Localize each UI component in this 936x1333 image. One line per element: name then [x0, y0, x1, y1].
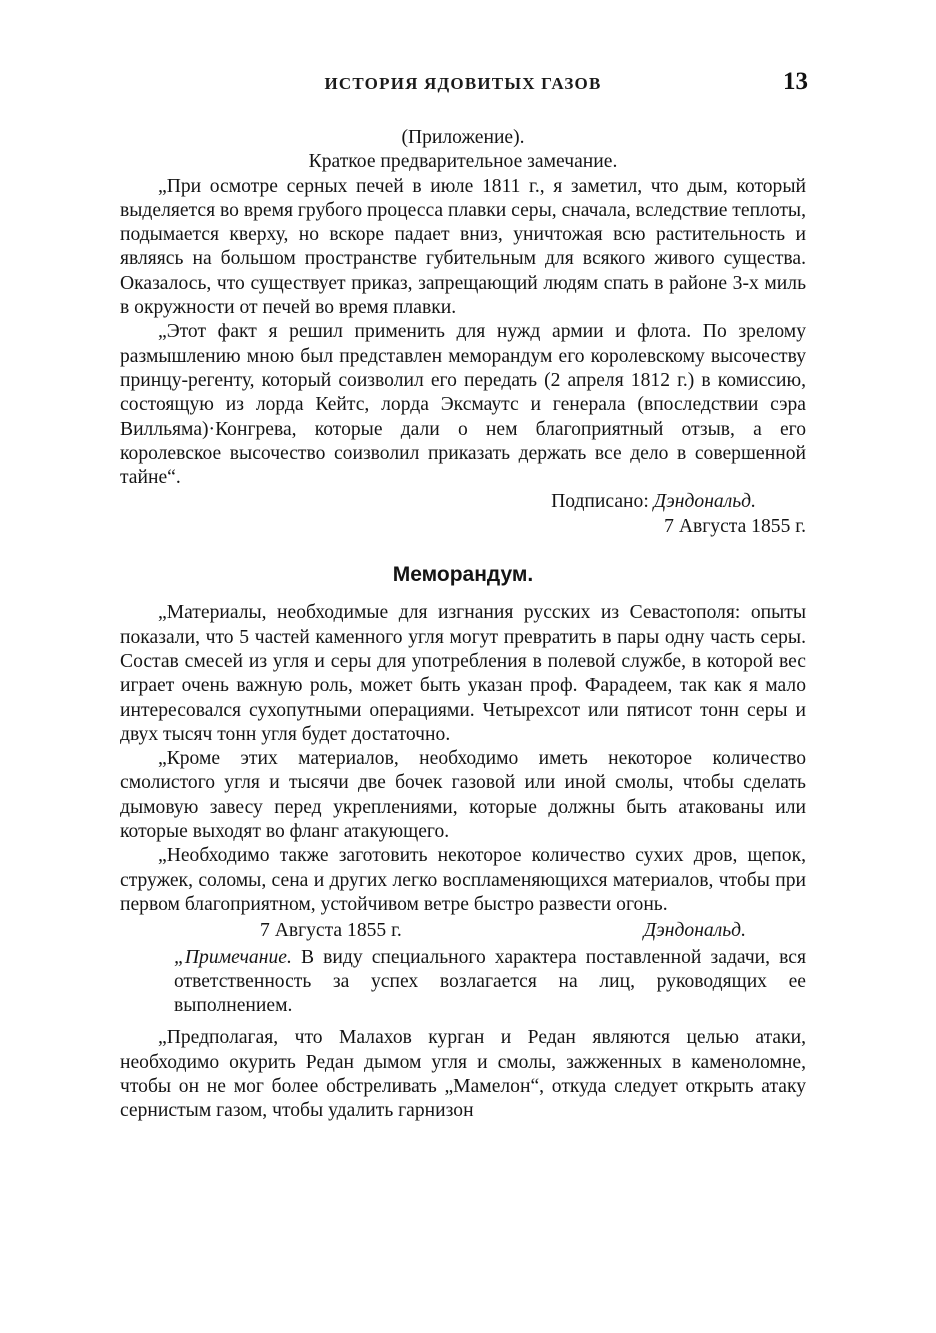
note-label: „Примечание. — [174, 946, 292, 968]
page-number: 13 — [783, 68, 808, 95]
page-content — [120, 126, 806, 1124]
appendix-label: (Приложение). — [401, 127, 525, 148]
appendix-paragraph-1: „При осмотре серных печей в июле 1811 г., я заметил, что дым, который выделяется во время грубого процесса плавки серы, сначала, вследствие теплоты, подымается кверху, но вскоре падает вниз, уничтожая всю растительность и являясь на большом пространстве губительным для всякого живого существа. Оказалось, что существует приказ, запрещающий людям спать в районе 3-х миль в окружности от печей во время плавки. — [120, 175, 806, 319]
memorandum-paragraph-1: „Материалы, необходимые для изгнания русских из Севастополя: опыты показали, что 5 частей каменного угля могут превратить в пары одну часть серы. Состав смесей из угля и серы для употребления в полевой службе, в которой вес играет очень важную роль, может быть указан проф. Фарадеем, так как я мало интересовался сухопутными операциями. Четырехсот или пятисот тонн серы и двух тысяч тонн угля будет достаточно. — [120, 602, 806, 745]
spacer — [120, 1018, 806, 1026]
memorandum-date-signature — [120, 919, 806, 943]
running-header — [118, 68, 808, 102]
appendix-paragraph-2: „Этот факт я решил применить для нужд армии и флота. По зрелому размышлению мною был представлен меморандум его королевскому высочеству принцу-регенту, который соизволил его передать (2 апреля 1812 г.) в комиссию, состоящую из лорда Кейтс, лорда Эксмаутс и генерала (впоследствии сэра Вилльяма)·Конгрева, которые дали о нем благоприятный отзыв, а его королевское высочество соизволил приказать держать все дело в совершенной тайне“. — [120, 321, 806, 489]
memorandum-paragraph-3: „Необходимо также заготовить некоторое количество сухих дров, щепок, стружек, соломы, сена и других легко воспламеняющихся материалов, чтобы при первом благоприятном, устойчивом ветре быстро развести огонь. — [120, 845, 806, 915]
appendix-subtitle: Краткое предварительное замечание. — [308, 151, 618, 173]
memorandum-heading: Меморандум. — [392, 563, 534, 587]
signed-name: Дэндональд. — [653, 491, 756, 513]
memorandum-paragraph-2: „Кроме этих материалов, необходимо иметь некоторое количество смолистого угля и тысячи две бочек газовой или иной смолы, чтобы сделать дымовую завесу перед укреплениями, которые должны быть атакованы или которые выходят во фланг атакующего. — [120, 748, 806, 843]
note-text: В виду специального характера поставленной задачи, вся ответственность за успех возлагается на лиц, руководящих ее выполнением. — [174, 946, 807, 1017]
memorandum-date: 7 Августа 1855 г. — [260, 920, 402, 942]
appendix-date: 7 Августа 1855 г. — [664, 515, 806, 537]
memorandum-final-paragraph: „Предполагая, что Малахов курган и Редан являются целью атаки, необходимо окурить Редан дымом угля и смолы, зажженных в каменоломне, чтобы он не мог более обстреливать „Мамелон“, откуда следует открыть атаку сернистым газом, чтобы удалить гарнизон — [120, 1027, 806, 1122]
signed-label: Подписано: — [551, 491, 649, 513]
appendix-signature-line — [120, 490, 806, 514]
memorandum-note — [174, 946, 806, 1019]
running-title: ИСТОРИЯ ЯДОВИТЫХ ГАЗОВ — [324, 74, 602, 93]
memorandum-signature: Дэндональд. — [643, 920, 746, 942]
